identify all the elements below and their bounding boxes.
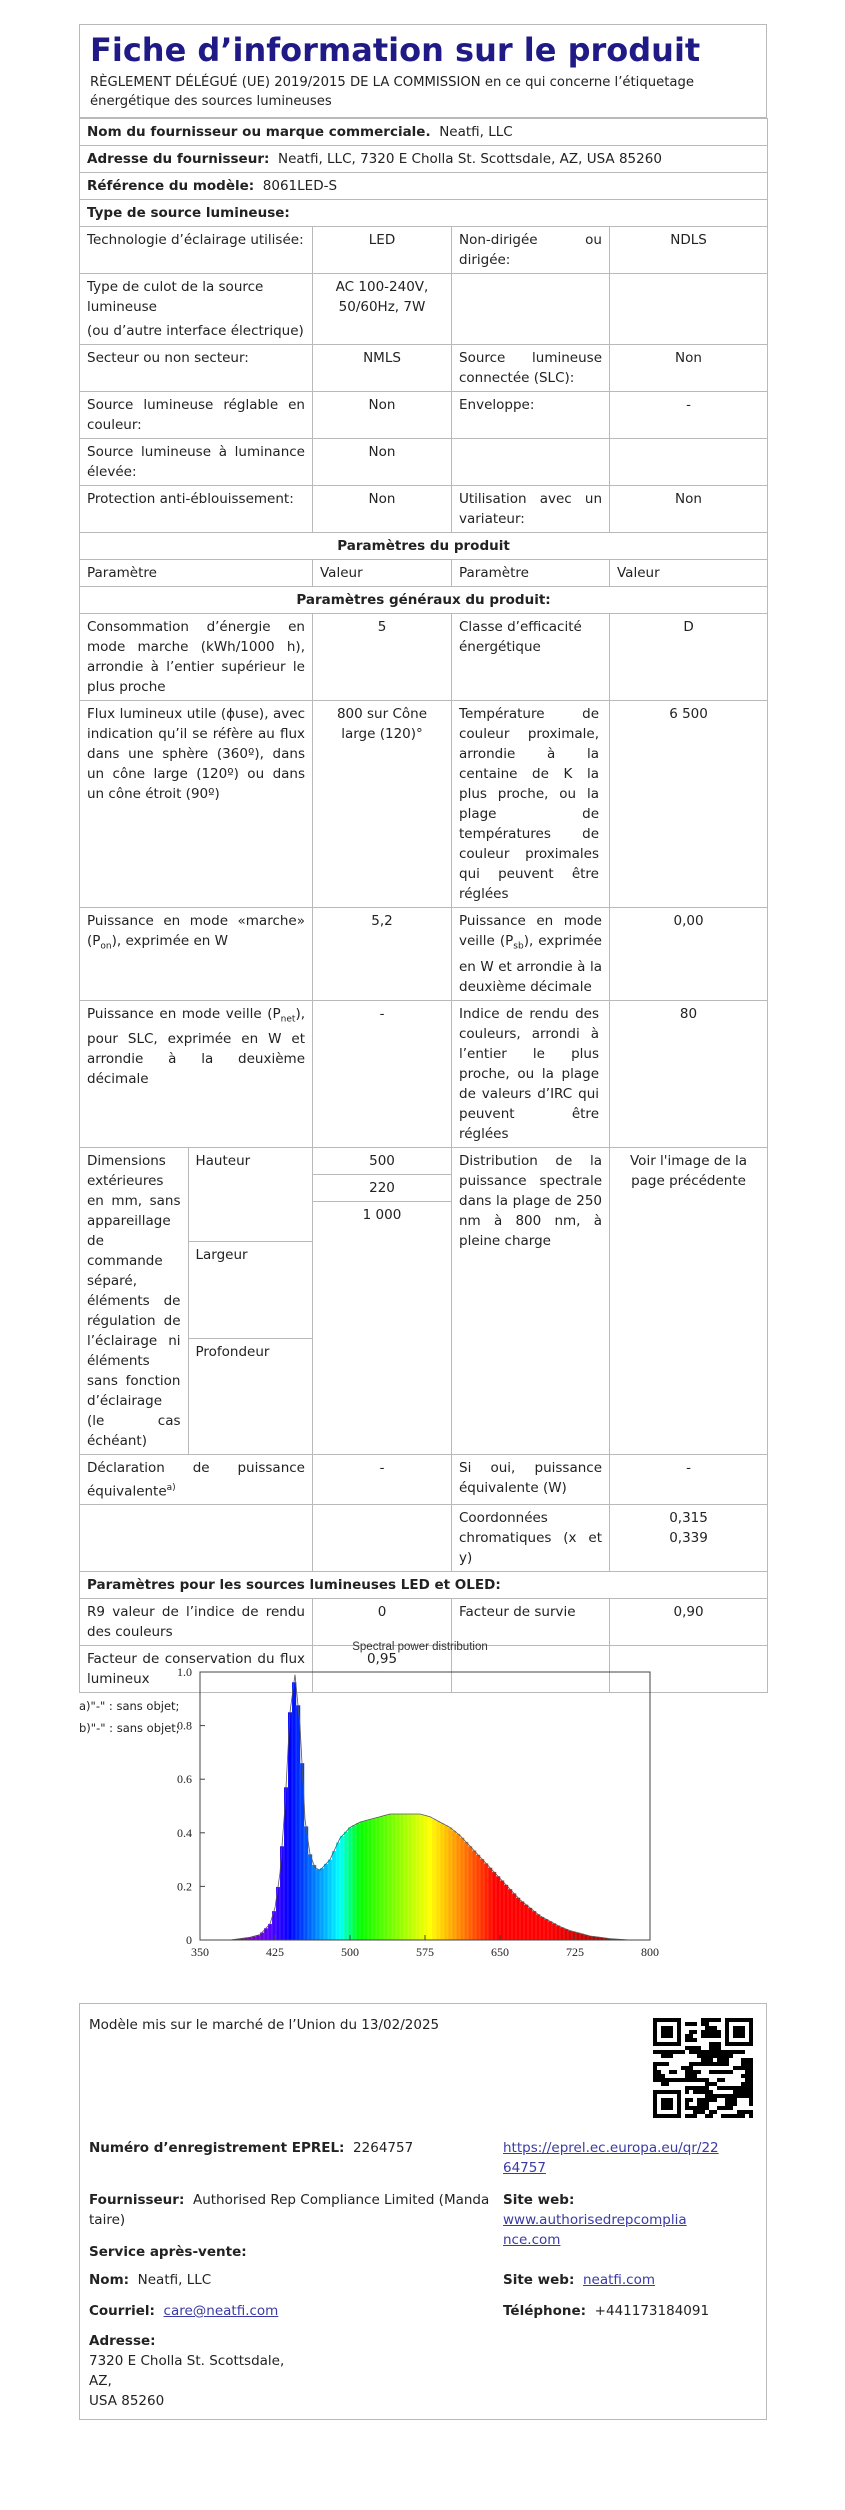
y-tick-label: 1.0 xyxy=(177,1665,192,1679)
spectrum-bar xyxy=(296,1705,300,1940)
cap-type-label: Type de culot de la source lumineuse xyxy=(87,279,264,315)
r9-value: 0 xyxy=(313,1599,452,1646)
useful-flux-label: Flux lumineux utile (ɸuse), avec indication qu’il se réfère au flux dans une sphère (360º), dans un cône large (120º) ou dans un cône étroit (90º) xyxy=(80,701,313,908)
spectrum-bar xyxy=(308,1854,312,1940)
spectrum-bar xyxy=(392,1814,396,1940)
anti-glare-label: Protection anti-éblouissement: xyxy=(80,486,313,533)
spectrum-bar xyxy=(332,1851,336,1940)
x-tick-label: 800 xyxy=(641,1945,659,1959)
spectrum-bar xyxy=(540,1917,544,1940)
r9-label: R9 valeur de l’indice de rendu des couleurs xyxy=(80,1599,313,1646)
spectrum-bar xyxy=(572,1932,576,1940)
spectrum-bar xyxy=(564,1929,568,1940)
spectrum-bar xyxy=(532,1911,536,1940)
spectral-distribution-value: Voir l'image de la page précédente xyxy=(610,1147,768,1454)
eprel-number: Numéro d’enregistrement EPREL: 2264757 xyxy=(89,2140,414,2156)
x-tick-label: 500 xyxy=(341,1945,359,1959)
site-web-link-1b[interactable]: nce.com xyxy=(503,2232,561,2248)
flux-maintenance-value: 0,95 xyxy=(313,1646,452,1693)
spectrum-bar xyxy=(536,1914,540,1940)
cap-type-value: AC 100-240V, 50/60Hz, 7W xyxy=(313,274,452,345)
col-param-header-2: Paramètre xyxy=(452,560,610,587)
spectrum-bar xyxy=(336,1842,340,1940)
spectrum-bar xyxy=(288,1712,292,1940)
cri-label: Indice de rendu des couleurs, arrondi à l’entier le plus proche, ou la plage de valeurs d’IRC qui peuvent être réglées xyxy=(452,1000,610,1147)
courriel: Courriel: care@neatfi.com xyxy=(89,2303,279,2319)
table-row xyxy=(80,701,768,908)
spectrum-bar xyxy=(528,1908,532,1940)
spectrum-bar xyxy=(520,1901,524,1940)
directional-value: NDLS xyxy=(610,227,768,274)
spectrum-bar xyxy=(320,1868,324,1940)
on-mode-power-value: 5,2 xyxy=(313,908,452,1001)
survival-factor-value: 0,90 xyxy=(610,1599,768,1646)
envelope-label: Enveloppe: xyxy=(452,392,610,439)
table-row xyxy=(80,274,768,345)
table-row xyxy=(80,908,768,1001)
telephone: Téléphone: +441173184091 xyxy=(503,2303,710,2319)
x-tick-label: 575 xyxy=(416,1945,434,1959)
eprel-info-box xyxy=(79,2003,767,2420)
spectrum-bar xyxy=(488,1868,492,1940)
useful-flux-value: 800 sur Cône large (120)° xyxy=(313,701,452,908)
y-tick-label: 0.2 xyxy=(177,1879,192,1894)
fournisseur: Fournisseur: Authorised Rep Compliance Limited (Manda taire) xyxy=(89,2192,490,2228)
spectrum-bar xyxy=(424,1816,428,1940)
spectrum-bar xyxy=(436,1821,440,1940)
lighting-technology-value: LED xyxy=(313,227,452,274)
spectrum-bar xyxy=(412,1814,416,1940)
model-ref-label: Référence du modèle: xyxy=(87,178,255,194)
equivalent-watt-value: - xyxy=(610,1454,768,1505)
spectral-distribution-label: Distribution de la puissance spectrale dans la plage de 250 nm à 800 nm, à pleine charge xyxy=(452,1147,610,1454)
depth-label: Profondeur xyxy=(188,1338,312,1432)
model-ref-value: 8061LED-S xyxy=(262,178,338,194)
spectrum-bar xyxy=(472,1850,476,1940)
height-label: Hauteur xyxy=(188,1148,312,1242)
chart-title: Spectral power distribution xyxy=(352,1641,488,1653)
table-row xyxy=(80,392,768,439)
general-params-heading: Paramètres généraux du produit: xyxy=(80,587,768,614)
spectrum-bar xyxy=(404,1814,408,1940)
survival-factor-label: Facteur de survie xyxy=(452,1599,610,1646)
spectrum-bar xyxy=(388,1814,392,1940)
directional-label: Non-dirigée ou dirigée: xyxy=(452,227,610,274)
spectrum-bar xyxy=(480,1859,484,1940)
spectrum-bar xyxy=(508,1889,512,1940)
supplier-address-value: Neatfi, LLC, 7320 E Cholla St. Scottsdale, AZ, USA 85260 xyxy=(277,151,662,167)
spectrum-bar xyxy=(464,1842,468,1940)
product-info-sheet xyxy=(79,24,767,1739)
x-tick-label: 350 xyxy=(191,1945,209,1959)
adresse: Adresse: 7320 E Cholla St. Scottsdale, AZ, USA 85260 xyxy=(89,2333,285,2409)
service-heading: Service après-vente: xyxy=(89,2244,247,2260)
site-web-link-2[interactable]: neatfi.com xyxy=(582,2272,656,2288)
spectrum-bar xyxy=(576,1933,580,1940)
lighting-technology-label: Technologie d’éclairage utilisée: xyxy=(80,227,313,274)
spectrum-bar xyxy=(512,1893,516,1940)
cct-value: 6 500 xyxy=(610,701,768,908)
y-tick-label: 0.8 xyxy=(177,1718,192,1733)
spectrum-bar xyxy=(428,1817,432,1940)
spectrum-bar xyxy=(408,1814,412,1940)
table-row xyxy=(80,486,768,533)
dimmer-value: Non xyxy=(610,486,768,533)
supplier-address-label: Adresse du fournisseur: xyxy=(87,151,270,167)
spectrum-bar xyxy=(364,1820,368,1940)
y-tick-label: 0.4 xyxy=(177,1825,192,1840)
spectrum-bar xyxy=(504,1885,508,1940)
x-tick-label: 650 xyxy=(491,1945,509,1959)
spectrum-bar xyxy=(524,1905,528,1940)
spectrum-bar xyxy=(420,1815,424,1940)
on-mode-consumption-label: Consommation d’énergie en mode marche (kWh/1000 h), arrondie à l’entier supérieur le plus proche xyxy=(80,614,313,701)
spectrum-bar xyxy=(500,1881,504,1940)
spectrum-bar xyxy=(356,1823,360,1940)
mains-value: NMLS xyxy=(313,345,452,392)
spectrum-bar xyxy=(400,1814,404,1940)
spectrum-bar xyxy=(440,1823,444,1940)
chromaticity-label: Coordonnées chromatiques (x et y) xyxy=(452,1505,610,1572)
spectrum-bar xyxy=(516,1898,520,1940)
market-date: Modèle mis sur le marché de l’Union du 13/02/2025 xyxy=(89,2017,440,2033)
high-luminance-value: Non xyxy=(313,439,452,486)
table-row xyxy=(80,1454,768,1505)
anti-glare-value: Non xyxy=(313,486,452,533)
spectrum-bar xyxy=(396,1814,400,1940)
standby-power-label: Puissance en mode veille $(P_{sb})$, exprimée en W et arrondie à la deuxième décimale xyxy=(452,908,610,1001)
footnote-a: a)"-" : sans objet; xyxy=(79,1699,180,1714)
color-tunable-label: Source lumineuse réglable en couleur: xyxy=(80,392,313,439)
spectrum-bar xyxy=(304,1826,308,1940)
networked-standby-value: - xyxy=(313,1000,452,1147)
spectrum-bar xyxy=(548,1921,552,1940)
spectrum-bar xyxy=(452,1831,456,1940)
y-tick-label: 0 xyxy=(186,1933,192,1947)
chromaticity-value: 0,315 0,339 xyxy=(610,1505,768,1572)
spectrum-bar xyxy=(484,1863,488,1940)
site-web-link-1[interactable]: www.authorisedrepcomplia xyxy=(503,2212,687,2228)
spectrum-bar xyxy=(344,1832,348,1940)
spectrum-bar xyxy=(552,1923,556,1940)
supplier-name-row xyxy=(80,119,768,146)
footnote-b: b)"-" : sans objet; xyxy=(79,1721,180,1736)
product-params-heading: Paramètres du produit xyxy=(80,533,768,560)
spectrum-bar xyxy=(544,1919,548,1940)
light-source-type-heading: Type de source lumineuse: xyxy=(80,200,768,227)
table-row xyxy=(80,227,768,274)
efficiency-class-value: D xyxy=(610,614,768,701)
eprel-link[interactable]: https://eprel.ec.europa.eu/qr/22 64757 xyxy=(503,2140,719,2176)
depth-value: 1 000 xyxy=(362,1206,402,1223)
spectrum-bar xyxy=(348,1827,352,1940)
spectrum-bar xyxy=(456,1834,460,1940)
connected-value: Non xyxy=(610,345,768,392)
spectrum-bar xyxy=(476,1855,480,1940)
spectrum-bar xyxy=(324,1864,328,1940)
table-row xyxy=(80,439,768,486)
spectrum-bar xyxy=(496,1876,500,1940)
spectral-chart-svg xyxy=(150,1632,690,1972)
dimensions-values-cell xyxy=(313,1147,452,1454)
spectrum-bar xyxy=(312,1865,316,1940)
table-row xyxy=(80,1000,768,1147)
table-row xyxy=(80,1147,768,1454)
spectral-chart xyxy=(150,1632,690,1972)
spectrum-bar xyxy=(444,1825,448,1940)
spectrum-bar xyxy=(352,1825,356,1940)
cri-value: 80 xyxy=(610,1000,768,1147)
supplier-name-value: Neatfi, LLC xyxy=(439,124,513,140)
service-name: Nom: Neatfi, LLC xyxy=(89,2272,212,2288)
high-luminance-label: Source lumineuse à luminance élevée: xyxy=(80,439,313,486)
equivalent-power-label: Déclaration de puissance équivalente$^{a)}$ xyxy=(80,1454,313,1505)
envelope-value: - xyxy=(610,392,768,439)
cct-label: Température de couleur proximale, arrondie à la centaine de K la plus proche, ou la plage de températures de couleur proximales qui peuvent être réglées xyxy=(452,701,610,908)
led-params-heading: Paramètres pour les sources lumineuses LED et OLED: xyxy=(80,1572,768,1599)
supplier-table xyxy=(79,118,768,1693)
spectrum-bar xyxy=(340,1836,344,1940)
spectrum-bar xyxy=(492,1872,496,1940)
spectrum-bar xyxy=(416,1814,420,1940)
table-row xyxy=(80,614,768,701)
model-ref-row xyxy=(80,173,768,200)
spectrum-bar xyxy=(292,1682,296,1940)
equivalent-power-value: - xyxy=(313,1454,452,1505)
email-link[interactable]: care@neatfi.com xyxy=(163,2303,279,2319)
supplier-address-row xyxy=(80,146,768,173)
equivalent-watt-label: Si oui, puissance équivalente (W) xyxy=(452,1454,610,1505)
spectrum-bar xyxy=(432,1819,436,1940)
site-web-2: Site web: neatfi.com xyxy=(503,2272,656,2288)
spectrum-bar xyxy=(360,1822,364,1940)
supplier-name-label: Nom du fournisseur ou marque commerciale. xyxy=(87,124,431,140)
spectrum-bar xyxy=(328,1860,332,1940)
y-tick-label: 0.6 xyxy=(177,1772,192,1787)
spectrum-bar xyxy=(568,1931,572,1940)
mains-label: Secteur ou non secteur: xyxy=(80,345,313,392)
qr-code-icon[interactable] xyxy=(653,2018,753,2118)
width-label: Largeur xyxy=(188,1242,312,1338)
standby-power-value: 0,00 xyxy=(610,908,768,1001)
page-title: Fiche d’information sur le produit xyxy=(90,31,701,69)
connected-label: Source lumineuse connectée (SLC): xyxy=(452,345,610,392)
col-param-header: Paramètre xyxy=(80,560,313,587)
title-box xyxy=(79,24,767,118)
regulation-subtitle: RÈGLEMENT DÉLÉGUÉ (UE) 2019/2015 DE LA COMMISSION en ce qui concerne l’étiquetage énergétique des sources lumineuses xyxy=(90,75,694,109)
spectrum-bar xyxy=(580,1934,584,1940)
spectrum-bar xyxy=(376,1817,380,1940)
color-tunable-value: Non xyxy=(313,392,452,439)
height-value: 500 xyxy=(313,1148,451,1175)
spectrum-bar xyxy=(448,1827,452,1940)
col-value-header-2: Valeur xyxy=(610,560,768,587)
efficiency-class-label: Classe d’efficacité énergétique xyxy=(452,614,610,701)
flux-maintenance-label: Facteur de conservation du flux lumineux xyxy=(80,1646,313,1693)
networked-standby-label: Puissance en mode veille $(P_{net})$, pour SLC, exprimée en W et arrondie à la deuxième décimale xyxy=(80,1000,313,1147)
spectrum-bar xyxy=(384,1815,388,1940)
col-value-header: Valeur xyxy=(313,560,452,587)
on-mode-power-label: Puissance en mode «marche» $(P_{on})$, exprimée en W xyxy=(80,908,313,1001)
x-tick-label: 725 xyxy=(566,1945,584,1959)
table-row xyxy=(80,1505,768,1572)
dimensions-label: Dimensions extérieures en mm, sans appareillage de commande séparé, éléments de régulation de l’éclairage ni éléments sans fonction d’éclairage (le cas échéant) xyxy=(80,1148,188,1454)
column-header-row xyxy=(80,560,768,587)
spectrum-bar xyxy=(368,1819,372,1940)
spectrum-bar xyxy=(372,1818,376,1940)
spectrum-bar xyxy=(316,1869,320,1940)
cap-type-label-2: (ou d’autre interface électrique) xyxy=(87,323,304,339)
table-row xyxy=(80,345,768,392)
site-web-1: Site web: www.authorisedrepcomplia nce.com xyxy=(503,2190,766,2250)
dimensions-cell xyxy=(80,1147,313,1454)
spectrum-bar xyxy=(556,1926,560,1940)
spectrum-bar xyxy=(560,1927,564,1940)
spectrum-bar xyxy=(380,1816,384,1940)
on-mode-consumption-value: 5 xyxy=(313,614,452,701)
x-tick-label: 425 xyxy=(266,1945,284,1959)
dimmer-label: Utilisation avec un variateur: xyxy=(452,486,610,533)
width-value: 220 xyxy=(313,1174,451,1201)
spectrum-bar xyxy=(468,1846,472,1940)
spectrum-bar xyxy=(268,1924,272,1940)
spectrum-bar xyxy=(460,1838,464,1940)
